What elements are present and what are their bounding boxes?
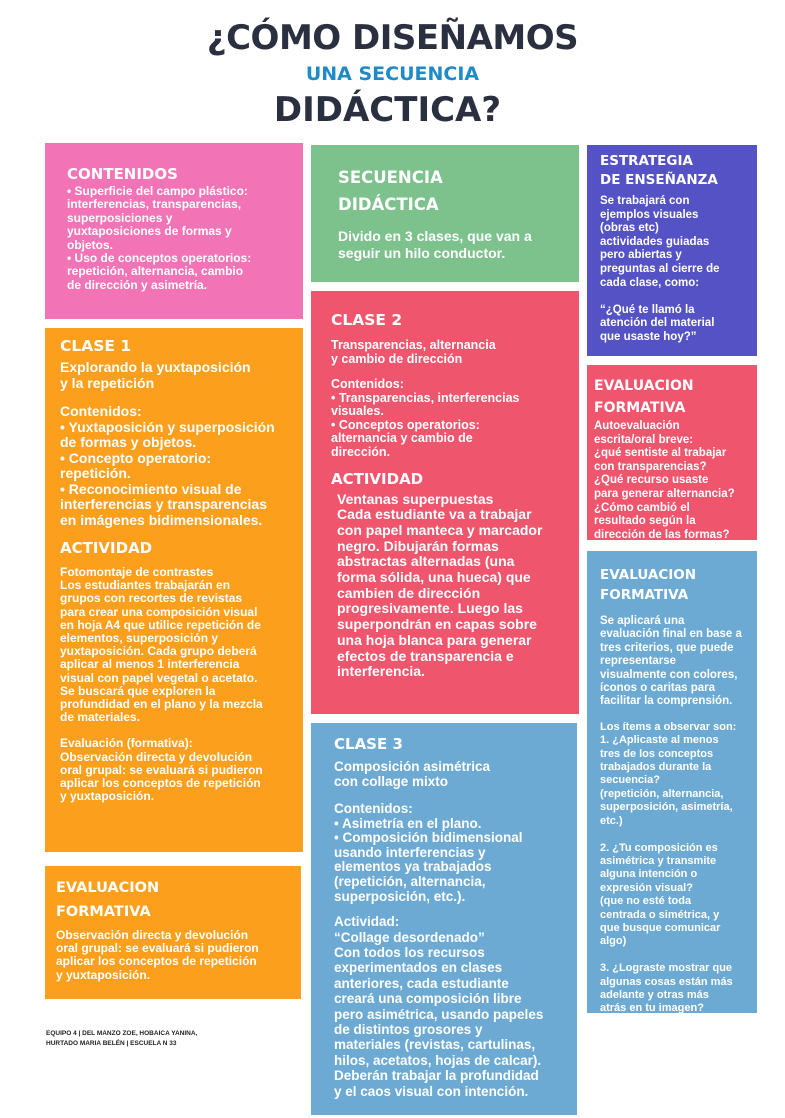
eval-red-title: EVALUACION FORMATIVA xyxy=(594,378,694,416)
eval-red-body: Autoevaluación escrita/oral breve: ¿qué sentiste al trabajar con transparencias? ¿Qué recurso usaste para generar alternancia? ¿Cómo cambió el resultado según la dirección de las formas? xyxy=(594,420,735,541)
contenidos-body: • Superficie del campo plástico: interferencias, transparencias, superposiciones y yuxtaposiciones de formas y objetos. • Uso de conceptos operatorios: repetición, alternancia, cambio de dirección y asimetría. xyxy=(67,184,252,292)
clase-3-card xyxy=(311,723,577,1115)
clase-3-subtitle: Composición asimétrica con collage mixto xyxy=(334,759,491,789)
secuencia-card xyxy=(311,145,579,282)
clase-1-subtitle: Explorando la yuxtaposición y la repetición xyxy=(60,359,251,391)
clase-2-card xyxy=(311,291,579,714)
eval-final-title: EVALUACION FORMATIVA xyxy=(600,567,697,603)
evaluacion-formativa-final-card xyxy=(587,551,757,1068)
page-title-line-2: UNA SECUENCIA xyxy=(305,63,480,85)
estrategia-title: ESTRATEGIA DE ENSEÑANZA xyxy=(600,153,718,188)
eval-orange-body: Observación directa y devolución oral grupal: se evaluará si pudieron aplicar los conceptos de repetición y yuxtaposición. xyxy=(56,928,259,982)
clase-1-card xyxy=(45,328,303,852)
secuencia-title: SECUENCIA DIDÁCTICA xyxy=(338,168,443,214)
eval-final-items: Los ítems a observar son: 1. ¿Aplicaste al menos tres de los conceptos trabajados durante la secuencia? (repetición, alternancia, superposición, asimetría, etc.) 2. ¿Tu composición es asimétrica y transmite alguna intención o expresión visual? (que no esté toda centrada o simétrica, y que busque comunicar algo) 3. ¿Lograste mostrar que algunas cosas están más adelante y otras más atrás en tu imagen? (usando recursos como superposición, tamaño, transparencias, sombras, etc.) xyxy=(600,720,737,1068)
secuencia-body: Divido en 3 clases, que van a seguir un hilo conductor. xyxy=(338,228,532,261)
contenidos-title: CONTENIDOS xyxy=(67,165,178,183)
clase-1-contenidos: Contenidos: • Yuxtaposición y superposición de formas y objetos. • Concepto operatorio: repetición. • Reconocimiento visual de interferencias y transparencias en imágenes bidimensionales. xyxy=(60,403,275,528)
eval-final-intro: Se aplicará una evaluación final en base a tres criterios, que puede representarse visualmente con colores, íconos o caritas para facilitar la comprensión. xyxy=(600,615,742,708)
page-title-line-3: DIDÁCTICA? xyxy=(273,90,502,130)
footer-line-2: HURTADO MARIA BELÉN | ESCUELA N 33 xyxy=(46,1040,177,1047)
evaluacion-formativa-clase-1-card xyxy=(45,866,301,999)
clase-2-title: CLASE 2 xyxy=(331,311,403,329)
clase-1-actividad: Fotomontaje de contrastes Los estudiantes trabajarán en grupos con recortes de revistas para crear una composición visual en hoja A4 que utilice repetición de elementos, superposición y yuxtaposición. Cada grupo deberá aplicar al menos 1 interferencia visual con papel vegetal o acetato. Se buscará que exploren la profundidad en el plano y la mezcla de materiales. xyxy=(60,565,263,725)
clase-3-contenidos: Contenidos: • Asimetría en el plano. • Composición bidimensional usando interferencias y elementos ya trabajados (repetición, alternancia, superposición, etc.). xyxy=(334,801,523,904)
clase-2-actividad-title: ACTIVIDAD xyxy=(331,469,424,488)
evaluacion-formativa-clase-2-card xyxy=(587,365,757,540)
clase-3-actividad: Actividad: “Collage desordenado” Con todos los recursos experimentados en clases anteriores, cada estudiante creará una composición libre pero asimétrica, usando papeles de distintos grosores y materiales (revistas, cartulinas, hilos, acetatos, hojas de calcar). Deberán trabajar la profundidad y el caos visual con intención. xyxy=(334,914,544,1099)
eval-orange-title: EVALUACION FORMATIVA xyxy=(56,880,160,920)
page-title-line-1: ¿CÓMO DISEÑAMOS xyxy=(206,18,579,58)
estrategia-body: Se trabajará con ejemplos visuales (obras etc) actividades guiadas pero abiertas y preguntas al cierre de cada clase, como: “¿Qué te llamó la atención del material que usaste hoy?” xyxy=(600,195,720,343)
footer-credits xyxy=(46,1029,197,1049)
clase-1-actividad-title: ACTIVIDAD xyxy=(60,539,153,557)
clase-3-title: CLASE 3 xyxy=(334,735,403,753)
clase-2-actividad: Ventanas superpuestas Cada estudiante va a trabajar con papel manteca y marcador negro. Dibujarán formas abstractas alternadas (una forma sólida, una hueca) que cambien de dirección progresivamente. Luego las superpondrán en capas sobre una hoja blanca para generar efectos de transparencia e interferencia. xyxy=(337,490,543,680)
clase-2-contenidos: Contenidos: • Transparencias, interferencias visuales. • Conceptos operatorios: alternancia y cambio de dirección. xyxy=(331,377,520,459)
clase-2-subtitle: Transparencias, alternancia y cambio de dirección xyxy=(331,338,496,366)
contenidos-card xyxy=(45,143,303,319)
clase-1-evaluacion: Evaluación (formativa): Observación directa y devolución oral grupal: se evaluará si pudieron aplicar los conceptos de repetición y yuxtaposición. xyxy=(60,736,263,804)
estrategia-card xyxy=(587,145,757,356)
footer-line-1: EQUIPO 4 | DEL MANZO ZOE, HOBAICA YANINA, xyxy=(46,1030,198,1037)
clase-1-title: CLASE 1 xyxy=(60,337,132,355)
